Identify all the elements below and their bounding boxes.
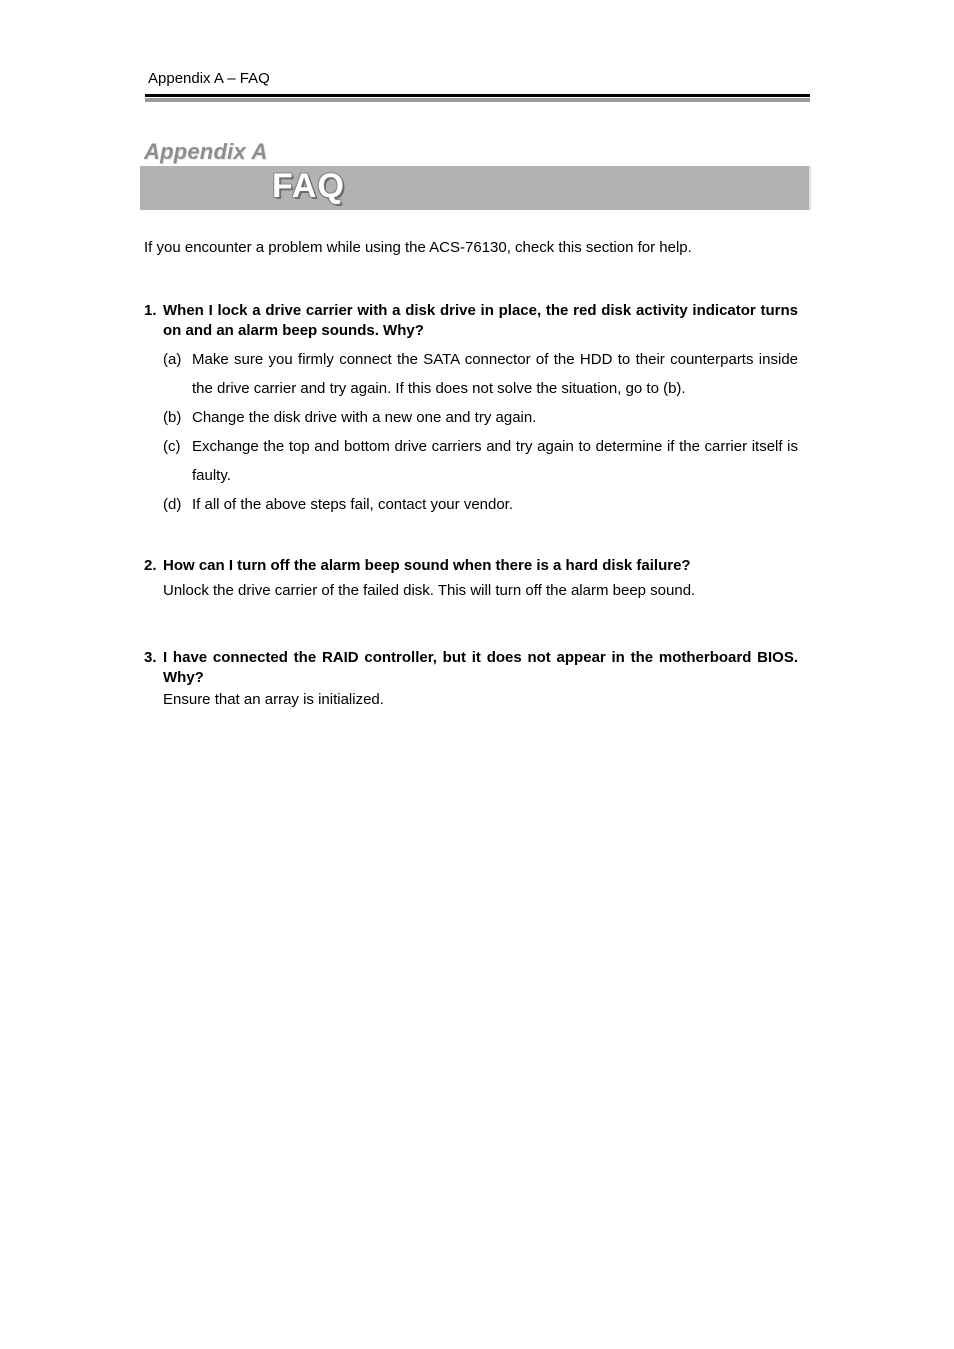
faq-question xyxy=(144,301,798,341)
faq-question xyxy=(144,648,798,688)
faq-step xyxy=(163,345,798,403)
faq-answer: Ensure that an array is initialized. xyxy=(163,691,384,708)
faq-step-label: (d) xyxy=(163,496,182,513)
faq-step-label: (c) xyxy=(163,438,181,455)
appendix-label: Appendix A xyxy=(144,139,268,164)
faq-number: 1. xyxy=(144,302,157,319)
chapter-title-bar xyxy=(140,166,811,210)
faq-item-1 xyxy=(144,301,798,519)
faq-step-text: Change the disk drive with a new one and try again. xyxy=(192,409,537,426)
faq-number: 2. xyxy=(144,557,157,574)
faq-answer: Unlock the drive carrier of the failed disk. This will turn off the alarm beep sound. xyxy=(163,582,696,599)
faq-item-3 xyxy=(144,648,798,710)
chapter-title: FAQ xyxy=(272,167,345,205)
faq-step xyxy=(163,432,798,490)
faq-steps xyxy=(163,345,798,519)
faq-step-label: (a) xyxy=(163,351,182,368)
faq-question-text: How can I turn off the alarm beep sound when there is a hard disk failure? xyxy=(163,557,691,574)
faq-step xyxy=(163,490,798,519)
intro-text: If you encounter a problem while using the ACS-76130, check this section for help. xyxy=(144,239,692,256)
faq-item-2 xyxy=(144,556,798,601)
header-rule-shadow xyxy=(145,98,810,102)
faq-number: 3. xyxy=(144,649,157,666)
faq-step-text: If all of the above steps fail, contact your vendor. xyxy=(192,496,514,513)
faq-step-text: Make sure you firmly connect the SATA connector of the HDD to their counterparts inside the drive carrier and try again. If this does not solve the situation, go to (b). xyxy=(192,351,798,397)
header-rule xyxy=(145,94,810,97)
faq-step-label: (b) xyxy=(163,409,182,426)
faq-step xyxy=(163,403,798,432)
running-header: Appendix A – FAQ xyxy=(148,70,270,87)
faq-question-text: When I lock a drive carrier with a disk drive in place, the red disk activity indicator turns on and an alarm beep sounds. Why? xyxy=(163,302,798,339)
faq-question-text: I have connected the RAID controller, but it does not appear in the motherboard BIOS. Why? xyxy=(163,649,798,686)
faq-question xyxy=(144,556,798,576)
faq-step-text: Exchange the top and bottom drive carriers and try again to determine if the carrier itself is faulty. xyxy=(192,438,798,484)
